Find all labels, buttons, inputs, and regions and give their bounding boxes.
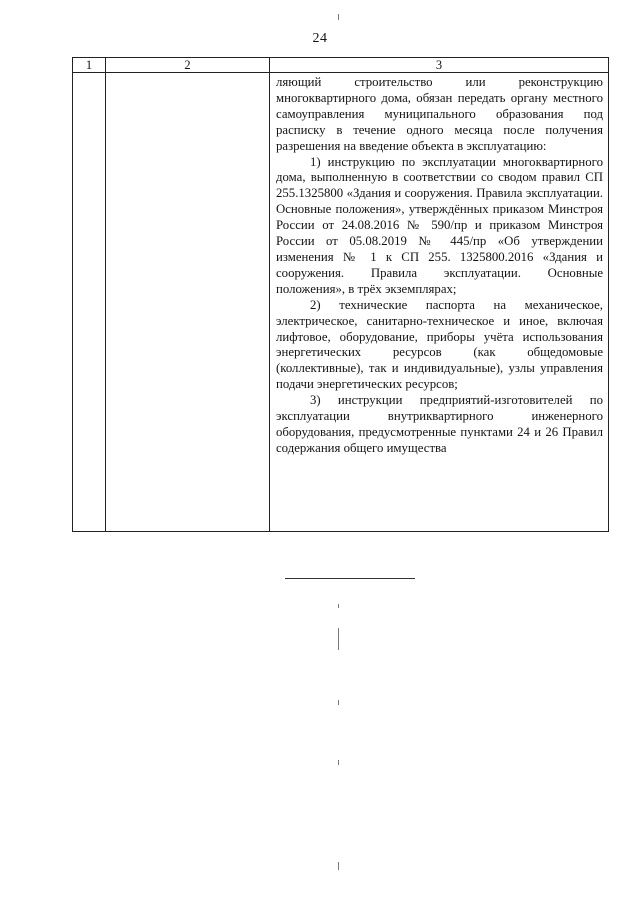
end-separator-line — [285, 578, 415, 579]
column-1-cell — [73, 73, 106, 532]
scan-mark — [338, 604, 339, 608]
table-header-row — [73, 58, 609, 73]
paragraph-intro: ляющий строительство или реконструкцию многоквартирного дома, обязан передать органу местного самоуправления муниципального образования под расписку в течение одного месяца после получения разрешения на введение объекта в эксплуатацию: — [276, 75, 603, 153]
scan-mark — [338, 14, 339, 20]
page-number: 24 — [312, 31, 328, 46]
scan-mark — [338, 628, 339, 650]
column-header-2: 2 — [106, 58, 270, 73]
column-header-1: 1 — [73, 58, 106, 73]
column-3-cell — [270, 73, 609, 532]
scan-mark — [338, 862, 339, 870]
paragraph-item-2: 2) технические паспорта на механическое, электрическое, санитарно-техническое и иное, включая лифтовое, оборудование, приборы учёта использования энергетических ресурсов (как общедомовые (коллективные), так и индивидуальные), узлы управления подачи энергетических ресурсов; — [276, 297, 603, 392]
scan-mark — [338, 760, 339, 765]
document-table — [72, 57, 609, 532]
column-2-cell — [106, 73, 270, 532]
column-header-3: 3 — [270, 58, 609, 73]
table-row — [73, 73, 609, 532]
paragraph-item-1: 1) инструкцию по эксплуатации многоквартирного дома, выполненную в соответствии со сводом правил СП 255.1325800 «Здания и сооружения. Правила эксплуатации. Основные положения», утверждённых приказом Минстроя России от 24.08.2016 № 590/пр и приказом Минстроя России от 05.08.2019 № 445/пр «Об утверждении изменения № 1 к СП 255. 1325800.2016 «Здания и сооружения. Правила эксплуатации. Основные положения», в трёх экземплярах; — [276, 154, 603, 296]
paragraph-item-3: 3) инструкции предприятий-изготовителей по эксплуатации внутриквартирного инженерного оборудования, предусмотренные пунктами 24 и 26 Правил содержания общего имущества — [276, 393, 603, 455]
scan-mark — [338, 700, 339, 705]
